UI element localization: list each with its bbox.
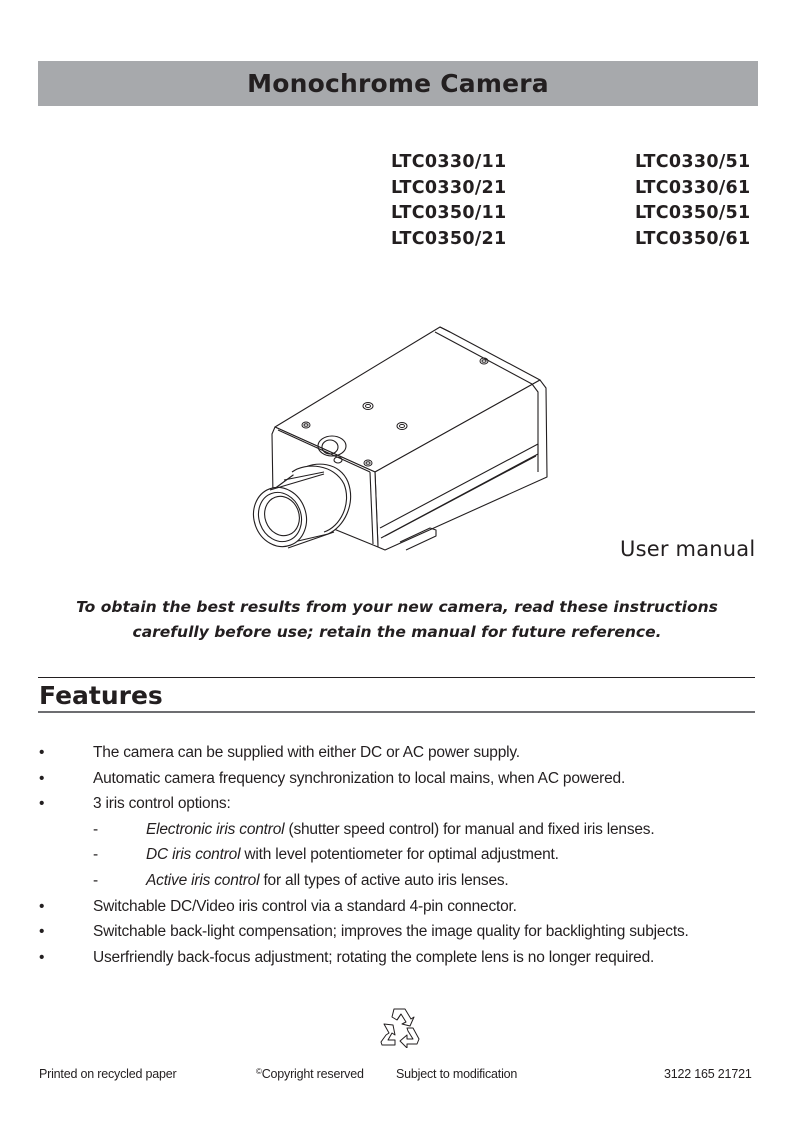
model-list-right xyxy=(635,150,751,252)
bullet-marker: • xyxy=(39,744,45,761)
footer-doc-number: 3122 165 21721 xyxy=(664,1067,752,1081)
dash-marker: - xyxy=(93,820,99,838)
feature-emphasis: DC iris control xyxy=(146,846,241,864)
feature-sub-item xyxy=(0,817,794,843)
camera-illustration xyxy=(240,322,560,557)
intro-note xyxy=(60,595,734,645)
model-number: LTC0350/11 xyxy=(391,203,507,223)
feature-text xyxy=(146,868,509,894)
feature-description: (shutter speed control) for manual and fixed iris lenses. xyxy=(284,820,655,838)
model-list-left xyxy=(391,150,507,252)
feature-item xyxy=(0,894,794,920)
feature-description: Automatic camera frequency synchronization to local mains, when AC powered. xyxy=(93,769,626,787)
bullet-marker: • xyxy=(39,923,45,941)
feature-text xyxy=(93,766,625,792)
feature-text xyxy=(146,842,559,868)
model-number: LTC0330/51 xyxy=(635,152,751,172)
title-banner xyxy=(38,61,758,106)
features-heading: Features xyxy=(39,681,163,710)
feature-text xyxy=(93,740,520,766)
model-number: LTC0350/51 xyxy=(635,203,751,223)
feature-sub-item xyxy=(0,868,794,894)
feature-item xyxy=(0,791,794,817)
footer-recycled: Printed on recycled paper xyxy=(39,1067,177,1081)
feature-description: Userfriendly back-focus adjustment; rotating the complete lens is no longer required. xyxy=(93,948,655,966)
copyright-symbol: © xyxy=(256,1067,262,1076)
feature-item xyxy=(0,945,794,971)
feature-text xyxy=(93,945,654,971)
feature-description: 3 iris control options: xyxy=(93,795,231,813)
feature-emphasis: Electronic iris control xyxy=(146,820,285,838)
feature-item xyxy=(0,740,794,766)
feature-text xyxy=(93,791,231,817)
section-rule-top xyxy=(38,677,755,678)
feature-description: Switchable back-light compensation; improves the image quality for backlighting subjects. xyxy=(93,923,689,941)
feature-description: with level potentiometer for optimal adjustment. xyxy=(240,846,559,864)
footer-modification: Subject to modification xyxy=(396,1067,518,1081)
feature-sub-item xyxy=(0,842,794,868)
dash-marker: - xyxy=(93,871,99,889)
section-rule-bottom xyxy=(38,711,755,713)
bullet-marker: • xyxy=(39,795,45,813)
page-title: Monochrome Camera xyxy=(247,69,549,98)
features-list xyxy=(0,740,794,970)
feature-item xyxy=(0,766,794,792)
model-number: LTC0350/61 xyxy=(635,228,751,249)
feature-emphasis: Active iris control xyxy=(146,871,260,889)
feature-item xyxy=(0,919,794,945)
model-number: LTC0350/21 xyxy=(391,228,507,249)
bullet-marker: • xyxy=(39,769,45,787)
feature-description: Switchable DC/Video iris control via a standard 4-pin connector. xyxy=(93,897,517,915)
feature-description: for all types of active auto iris lenses. xyxy=(259,871,509,889)
intro-line: To obtain the best results from your new camera, read these instructions xyxy=(76,598,718,616)
recycle-icon xyxy=(378,1006,422,1048)
footer-copyright xyxy=(256,1067,364,1081)
model-number: LTC0330/61 xyxy=(635,177,751,198)
feature-text xyxy=(93,919,689,945)
intro-line: carefully before use; retain the manual for future reference. xyxy=(132,623,662,641)
dash-marker: - xyxy=(93,846,99,864)
document-type-label: User manual xyxy=(620,537,756,561)
bullet-marker: • xyxy=(39,948,45,966)
feature-text xyxy=(93,894,517,920)
feature-text xyxy=(146,817,654,843)
model-number: LTC0330/11 xyxy=(391,152,507,172)
bullet-marker: • xyxy=(39,897,45,915)
model-number: LTC0330/21 xyxy=(391,177,507,198)
copyright-text: Copyright reserved xyxy=(261,1067,364,1081)
feature-description: The camera can be supplied with either DC or AC power supply. xyxy=(93,744,520,761)
